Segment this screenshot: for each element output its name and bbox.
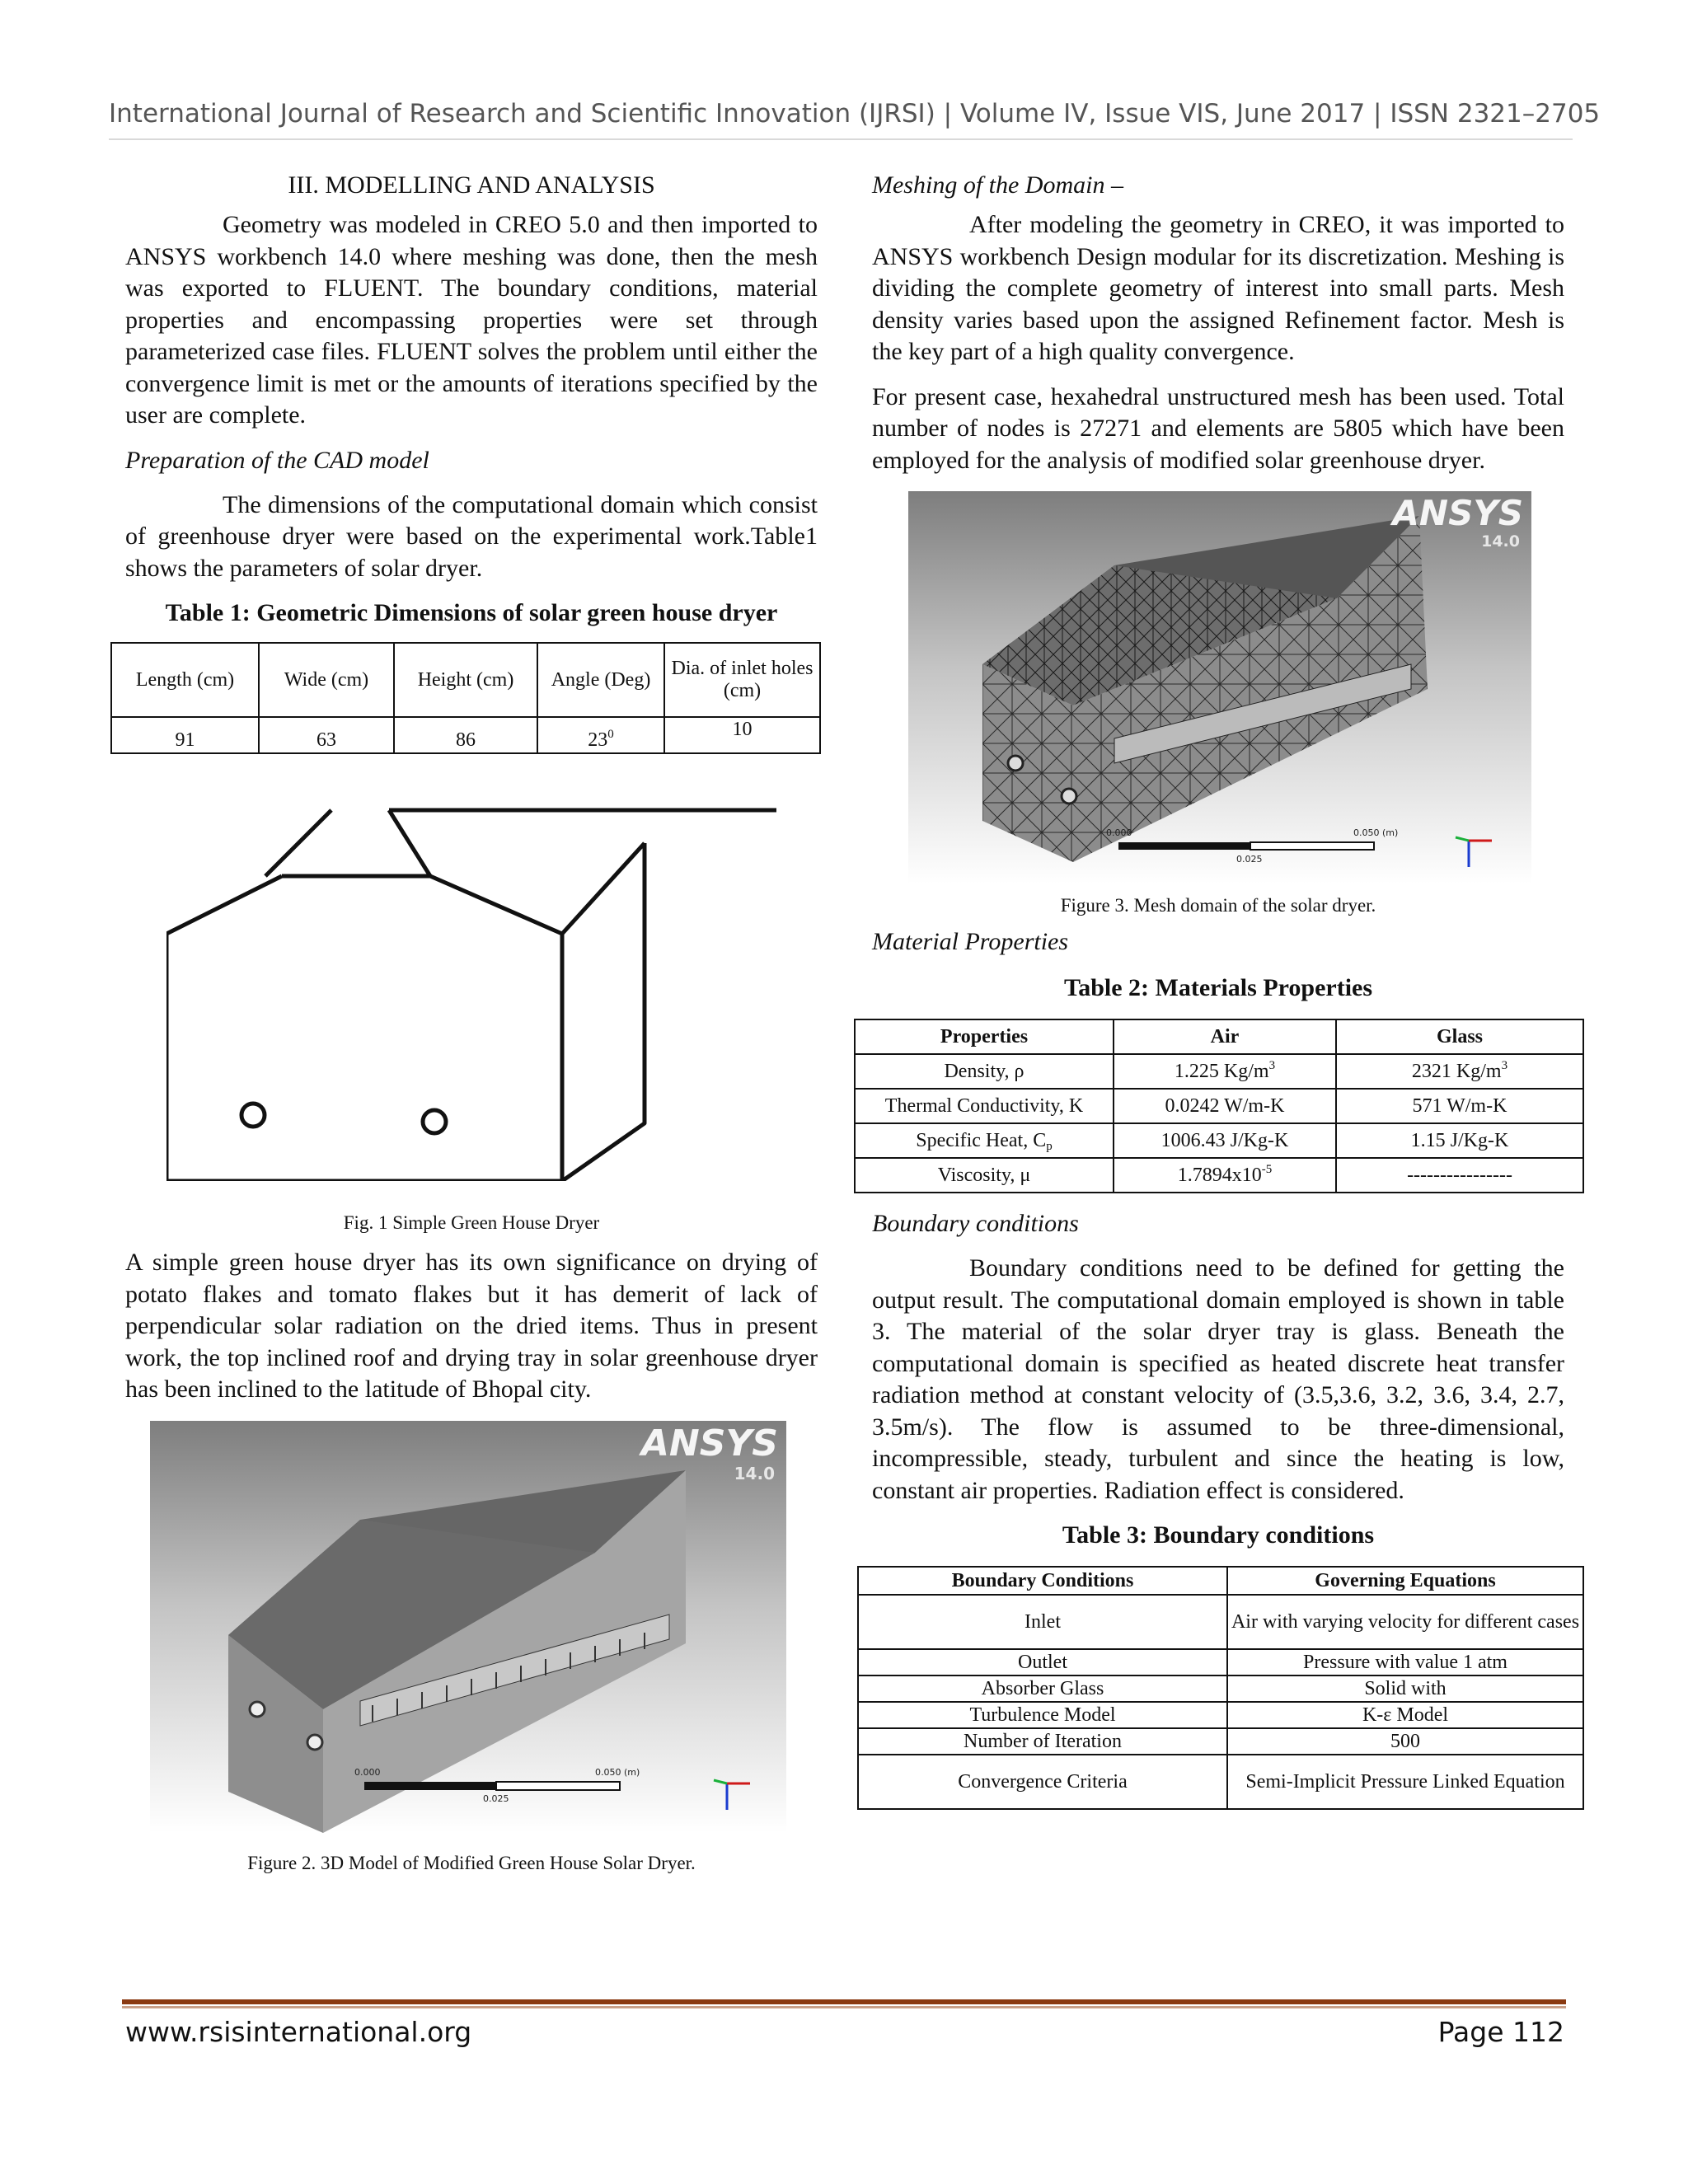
table3-cell: Outlet [858,1649,1227,1675]
table2 [854,1019,1584,1193]
scale-label-left: 0.000 [354,1766,381,1778]
scale-label-mid: 0.025 [1236,854,1263,865]
header-divider [109,138,1573,140]
table1-value-row [111,717,820,753]
table2-cell: 1.15 J/Kg-K [1336,1123,1583,1158]
table3-cell: 500 [1227,1728,1583,1755]
table1-cell: 91 [111,717,259,753]
table1-cell: 63 [259,717,394,753]
table3-cell: Solid with [1227,1675,1583,1702]
fig3-caption: Figure 3. Mesh domain of the solar dryer. [1060,895,1376,916]
ansys-version: 14.0 [1481,532,1520,551]
table-row [858,1595,1583,1649]
table3-cell: Inlet [858,1595,1227,1649]
table2-cell: ---------------- [1336,1158,1583,1193]
table-row [858,1728,1583,1755]
fig2-caption: Figure 2. 3D Model of Modified Green House Solar Dryer. [247,1852,696,1873]
cad-subheading: Preparation of the CAD model [125,446,429,474]
fig3-render [908,491,1531,883]
scale-label-right: 0.050 (m) [595,1766,640,1778]
table2-header: Properties [855,1019,1114,1054]
table2-cell: Thermal Conductivity, K [855,1089,1114,1123]
table2-header: Glass [1336,1019,1583,1054]
table2-title: Table 2: Materials Properties [1063,974,1373,1001]
table3-header: Boundary Conditions [858,1567,1227,1595]
fig1-dryer-drawing [166,802,826,1181]
ansys-logo: ANSYS [1392,493,1523,533]
table2-cell: 0.0242 W/m-K [1114,1089,1336,1123]
footer-page-number: Page 112 [1437,2016,1564,2048]
table-row [855,1123,1583,1158]
table3-cell: Air with varying velocity for different cases [1227,1595,1583,1649]
table-row [858,1702,1583,1728]
table2-cell: 1.225 $Kg/m^3$ [1114,1054,1336,1089]
inlet-hole-icon [241,1104,265,1127]
table-row [855,1089,1583,1123]
footer-website: www.rsisinternational.org [125,2016,472,2048]
table3-header: Governing Equations [1227,1567,1583,1595]
table-row [858,1755,1583,1809]
table1-header: Dia. of inlet holes (cm) [664,643,820,717]
material-subheading: Material Properties [872,928,1069,955]
table2-cell: $1.7894x10^{-5}$ [1114,1158,1336,1193]
section-heading: III. MODELLING AND ANALYSIS [288,171,655,199]
ansys-logo: ANSYS [640,1422,778,1465]
table3-cell: Pressure with value 1 atm [1227,1649,1583,1675]
table3-cell: Turbulence Model [858,1702,1227,1728]
table-row [858,1649,1583,1675]
scale-label-right: 0.050 (m) [1353,827,1399,838]
table2-cell: Density, ρ [855,1054,1114,1089]
left-paragraph-1: Geometry was modeled in CREO 5.0 and then imported to ANSYS workbench 14.0 where meshing was done, then the mesh was exported to FLUENT. The boundary conditions, material properties and encompassing properties were set through parameterized case files. FLUENT solves the problem until either the convergence limit is met or the amounts of iterations specified by the user are complete. [125,211,818,429]
table2-cell: 2321 $Kg/m^3$ [1336,1054,1583,1089]
table2-cell: 1006.43 J/Kg-K [1114,1123,1336,1158]
table3-title: Table 3: Boundary conditions [1062,1521,1375,1549]
table1-cell: 10 [664,717,820,753]
table2-cell: 571 W/m-K [1336,1089,1583,1123]
table2-cell: Specific Heat, $C_p$ [855,1123,1114,1158]
right-paragraph-2: For present case, hexahedral unstructured mesh has been used. Total number of nodes is 27271 and elements are 5805 which have been employed for the analysis of modified solar greenhouse dryer. [872,382,1564,474]
table3-cell: Convergence Criteria [858,1755,1227,1809]
journal-header: International Journal of Research and Scientific Innovation (IJRSI) | Volume IV, Issue VIS, June 2017 | ISSN 2321–2705 [109,99,1601,129]
table1-title: Table 1: Geometric Dimensions of solar green house dryer [165,599,778,626]
left-paragraph-3: A simple green house dryer has its own significance on drying of potato flakes and tomato flakes but it has demerit of lack of perpendicular solar radiation on the dried items. Thus in present work, the top inclined roof and drying tray in solar greenhouse dryer has been inclined to the latitude of Bhopal city. [125,1249,818,1403]
fig2-3d-model [150,1421,786,1833]
table-row [855,1158,1583,1193]
table-row [858,1675,1583,1702]
table3-cell: Semi-Implicit Pressure Linked Equation [1227,1755,1583,1809]
table1 [110,642,821,754]
table1-cell: $23^0$ [537,717,664,753]
left-paragraph-2: The dimensions of the computational domain which consist of greenhouse dryer were based on the experimental work.Table1 shows the parameters of solar dryer. [125,490,818,582]
boundary-subheading: Boundary conditions [872,1210,1079,1237]
ansys-version: 14.0 [734,1463,775,1483]
inlet-hole-icon [423,1110,446,1133]
table2-cell: Viscosity, μ [855,1158,1114,1193]
table1-header: Wide (cm) [259,643,394,717]
footer-divider-thin [122,2006,1566,2008]
table2-header-row [855,1019,1583,1054]
table1-header: Length (cm) [111,643,259,717]
meshing-subheading: Meshing of the Domain – [872,171,1123,199]
table3 [857,1566,1584,1810]
fig3-mesh [908,491,1531,883]
table3-cell: Absorber Glass [858,1675,1227,1702]
right-paragraph-3: Boundary conditions need to be defined for getting the output result. The computational domain employed is shown in table 3. The material of the solar dryer tray is glass. Beneath the computational domain is specified as heated discrete heat transfer radiation method at constant velocity of (3.5,3.6, 3.2, 3.6, 3.4, 2.7, 3.5m/s). The flow is assumed to be three-dimensional, incompressible, steady, turbulent and since the heating is low, constant air properties. Radiation effect is considered. [872,1254,1564,1504]
table3-header-row [858,1567,1583,1595]
table1-header: Height (cm) [394,643,537,717]
right-paragraph-1: After modeling the geometry in CREO, it was imported to ANSYS workbench Design modular for its discretization. Meshing is dividing the complete geometry of interest into small parts. Mesh density varies based upon the assigned Refinement factor. Mesh is the key part of a high quality convergence. [872,211,1564,365]
right-column [872,165,1580,1810]
table1-header-row [111,643,820,717]
table3-cell: Number of Iteration [858,1728,1227,1755]
footer-divider [122,1999,1566,2004]
scale-label-mid: 0.025 [483,1793,509,1804]
fig1-caption: Fig. 1 Simple Green House Dryer [343,1212,600,1233]
table3-cell: K-ε Model [1227,1702,1583,1728]
table1-cell: 86 [394,717,537,753]
table1-header: Angle (Deg) [537,643,664,717]
fig2-render [150,1421,786,1833]
table-row [855,1054,1583,1089]
table2-header: Air [1114,1019,1336,1054]
left-column [125,165,818,1876]
scale-label-left: 0.000 [1106,827,1132,838]
